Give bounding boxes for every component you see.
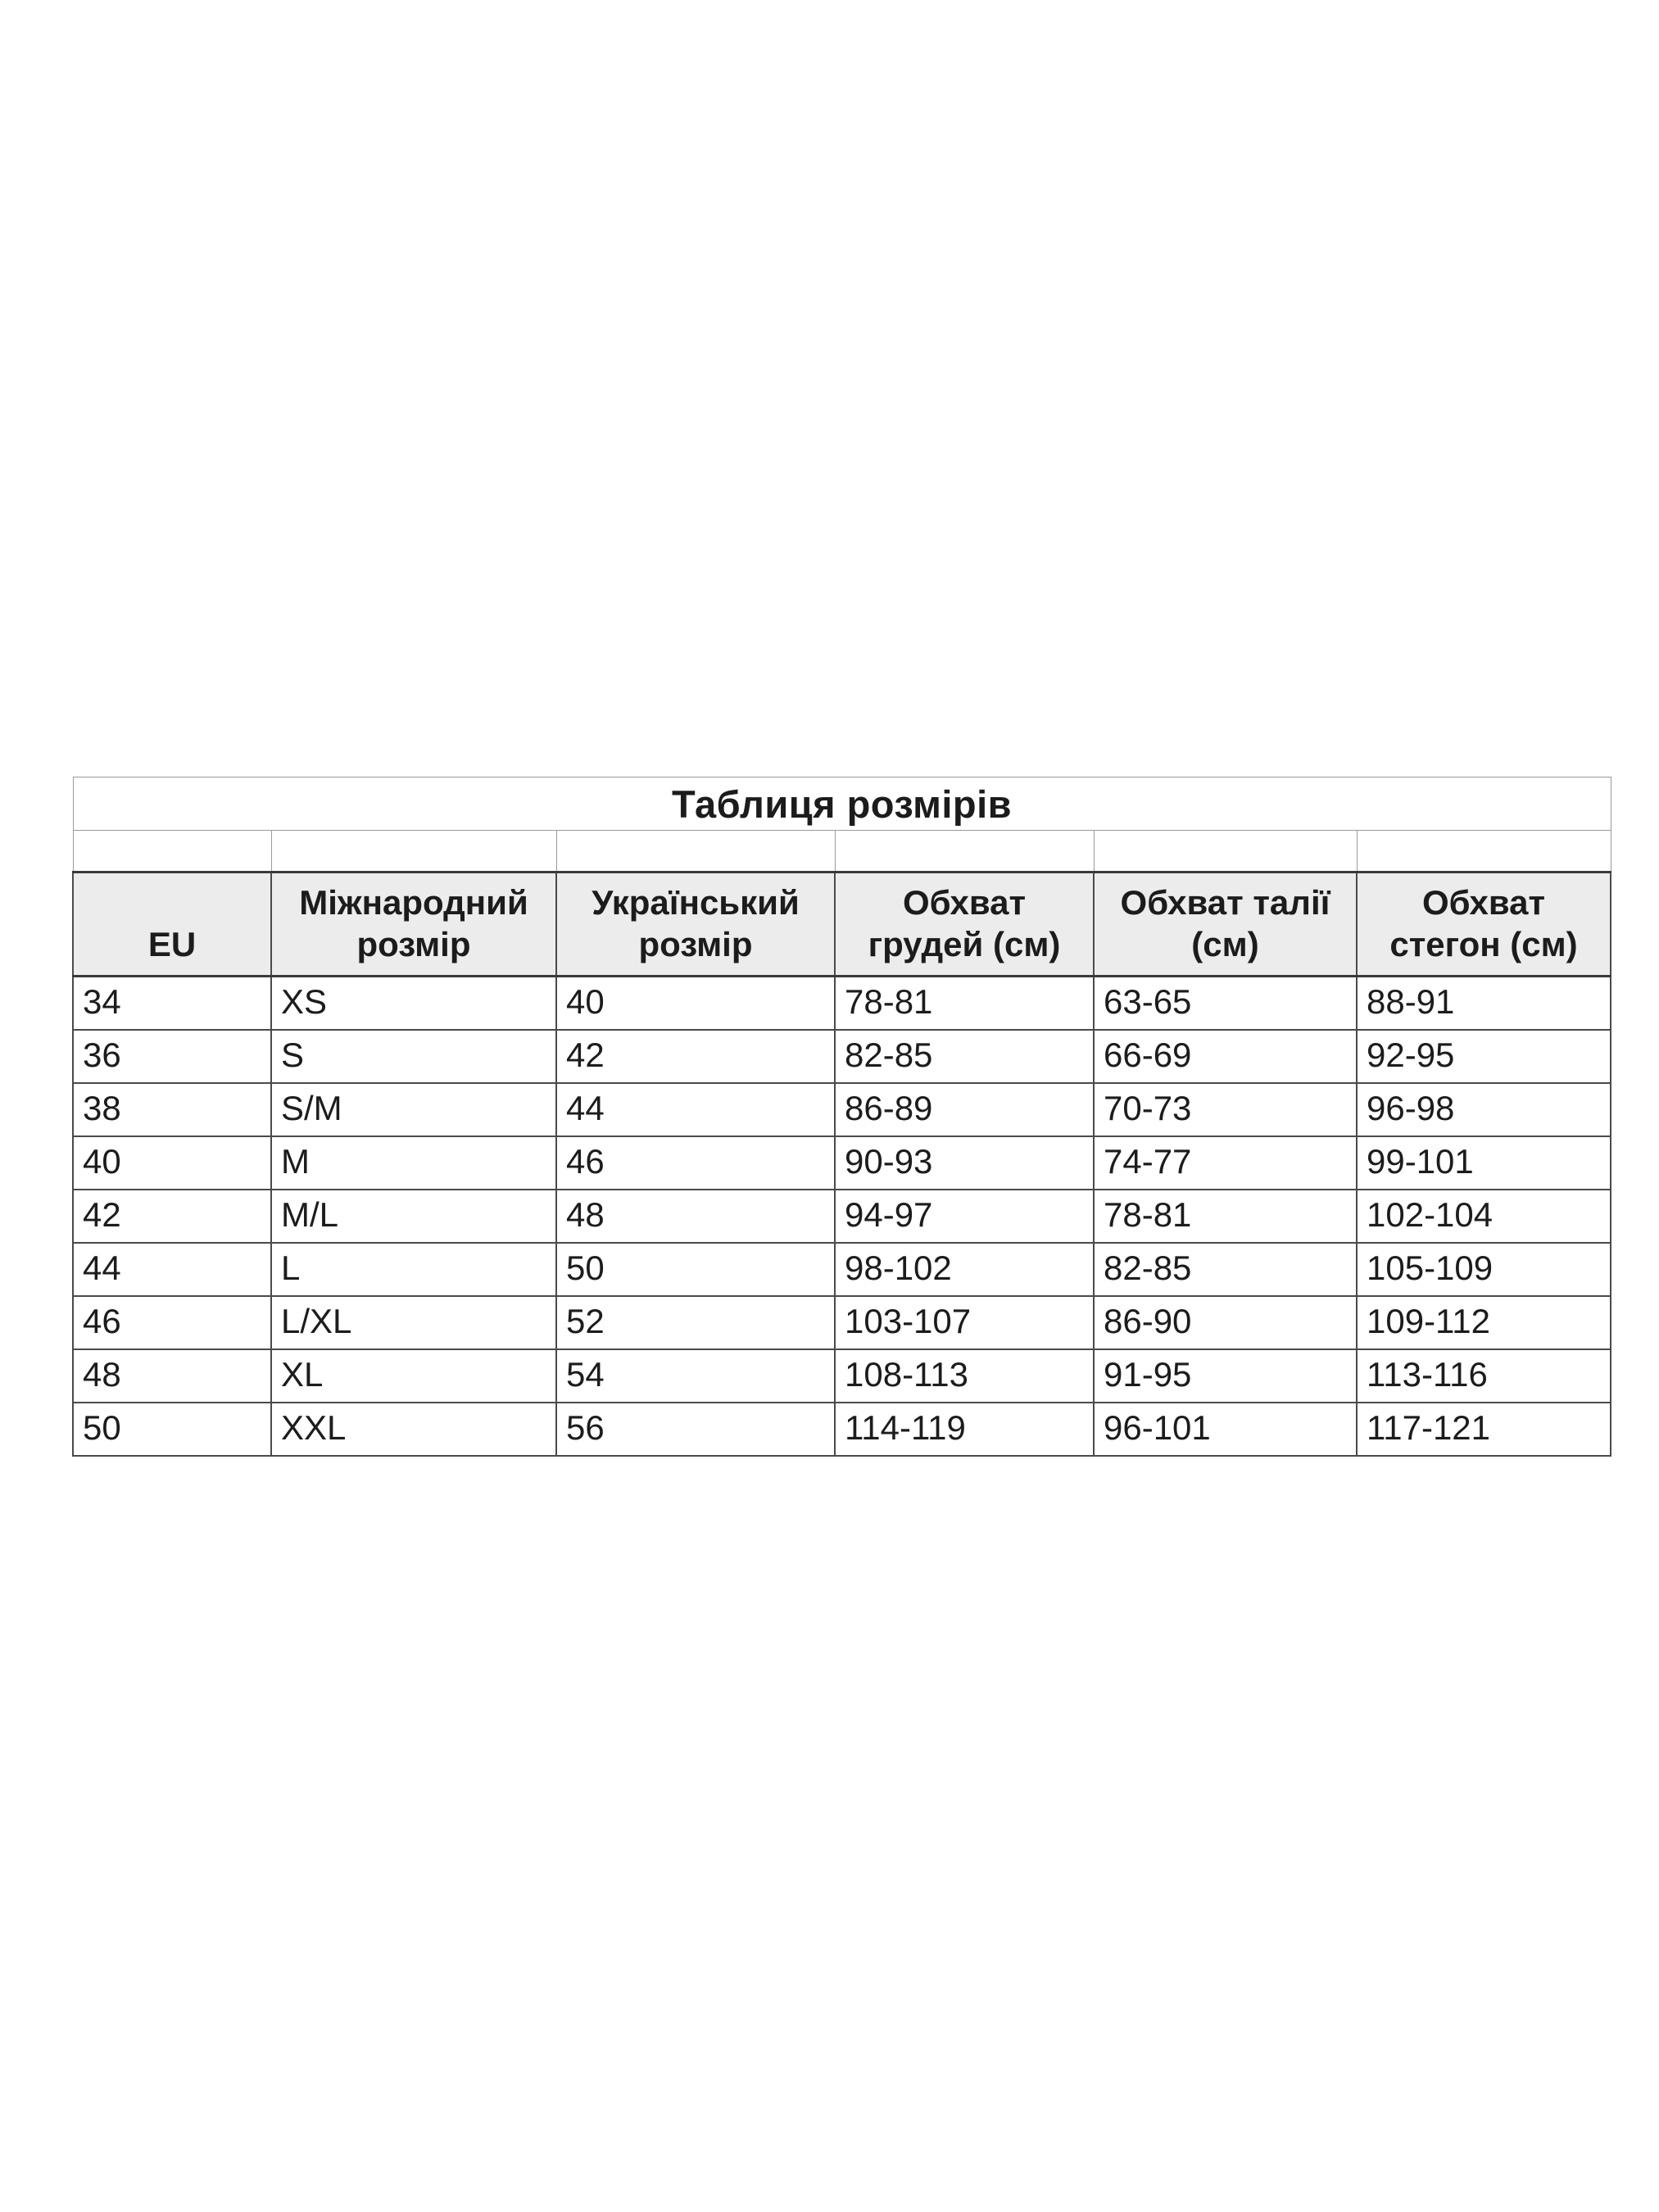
table-row	[73, 1403, 1611, 1456]
table-cell: M/L	[271, 1190, 556, 1243]
table-title: Таблиця розмірів	[73, 777, 1611, 831]
table-row	[73, 1296, 1611, 1349]
spacer-cell	[73, 831, 271, 873]
table-cell: 44	[556, 1083, 835, 1136]
table-row	[73, 1190, 1611, 1243]
table-cell: 82-85	[835, 1030, 1094, 1083]
table-cell: 103-107	[835, 1296, 1094, 1349]
table-cell: 86-89	[835, 1083, 1094, 1136]
spacer-cell	[835, 831, 1094, 873]
title-row	[73, 777, 1611, 831]
table-cell: 50	[556, 1243, 835, 1296]
table-cell: 98-102	[835, 1243, 1094, 1296]
header-row	[73, 873, 1611, 977]
spacer-cell	[1357, 831, 1611, 873]
spacer-cell	[1094, 831, 1357, 873]
table-cell: M	[271, 1136, 556, 1190]
spacer-cell	[556, 831, 835, 873]
table-cell: L/XL	[271, 1296, 556, 1349]
table-row	[73, 1243, 1611, 1296]
table-cell: S/M	[271, 1083, 556, 1136]
table-row	[73, 1083, 1611, 1136]
table-cell: 66-69	[1094, 1030, 1357, 1083]
table-cell: 48	[73, 1349, 271, 1403]
table-cell: 46	[556, 1136, 835, 1190]
table-row	[73, 1349, 1611, 1403]
table-cell: 34	[73, 977, 271, 1031]
header-cell-international: Міжнародний розмір	[271, 873, 556, 977]
table-cell: 92-95	[1357, 1030, 1611, 1083]
table-cell: 40	[556, 977, 835, 1031]
table-cell: 90-93	[835, 1136, 1094, 1190]
table-cell: 109-112	[1357, 1296, 1611, 1349]
header-cell-chest: Обхват грудей (см)	[835, 873, 1094, 977]
table-cell: 74-77	[1094, 1136, 1357, 1190]
table-cell: 96-98	[1357, 1083, 1611, 1136]
table-row	[73, 1030, 1611, 1083]
table-cell: 40	[73, 1136, 271, 1190]
table-cell: 82-85	[1094, 1243, 1357, 1296]
table-cell: 108-113	[835, 1349, 1094, 1403]
table-cell: 99-101	[1357, 1136, 1611, 1190]
table-cell: 78-81	[835, 977, 1094, 1031]
table-cell: 36	[73, 1030, 271, 1083]
table-cell: 63-65	[1094, 977, 1357, 1031]
table-cell: 86-90	[1094, 1296, 1357, 1349]
spacer-cell	[271, 831, 556, 873]
table-cell: 88-91	[1357, 977, 1611, 1031]
table-cell: 42	[73, 1190, 271, 1243]
header-cell-waist: Обхват талії (см)	[1094, 873, 1357, 977]
table-cell: XXL	[271, 1403, 556, 1456]
table-cell: 70-73	[1094, 1083, 1357, 1136]
table-row	[73, 977, 1611, 1031]
table-cell: XL	[271, 1349, 556, 1403]
table-cell: 105-109	[1357, 1243, 1611, 1296]
table-cell: 94-97	[835, 1190, 1094, 1243]
size-chart-table	[72, 777, 1611, 1457]
table-cell: 113-116	[1357, 1349, 1611, 1403]
table-cell: 78-81	[1094, 1190, 1357, 1243]
header-cell-eu: EU	[73, 873, 271, 977]
table-cell: XS	[271, 977, 556, 1031]
table-cell: 48	[556, 1190, 835, 1243]
table-cell: 38	[73, 1083, 271, 1136]
header-cell-hips: Обхват стегон (см)	[1357, 873, 1611, 977]
spacer-row	[73, 831, 1611, 873]
table-cell: 114-119	[835, 1403, 1094, 1456]
table-cell: 56	[556, 1403, 835, 1456]
table-cell: 52	[556, 1296, 835, 1349]
table-cell: 42	[556, 1030, 835, 1083]
table-cell: 50	[73, 1403, 271, 1456]
table-cell: 96-101	[1094, 1403, 1357, 1456]
table-cell: 46	[73, 1296, 271, 1349]
table-cell: 117-121	[1357, 1403, 1611, 1456]
table-cell: 91-95	[1094, 1349, 1357, 1403]
table-cell: S	[271, 1030, 556, 1083]
table-cell: L	[271, 1243, 556, 1296]
header-cell-ukrainian: Український розмір	[556, 873, 835, 977]
table-cell: 54	[556, 1349, 835, 1403]
table-cell: 44	[73, 1243, 271, 1296]
table-cell: 102-104	[1357, 1190, 1611, 1243]
table-row	[73, 1136, 1611, 1190]
